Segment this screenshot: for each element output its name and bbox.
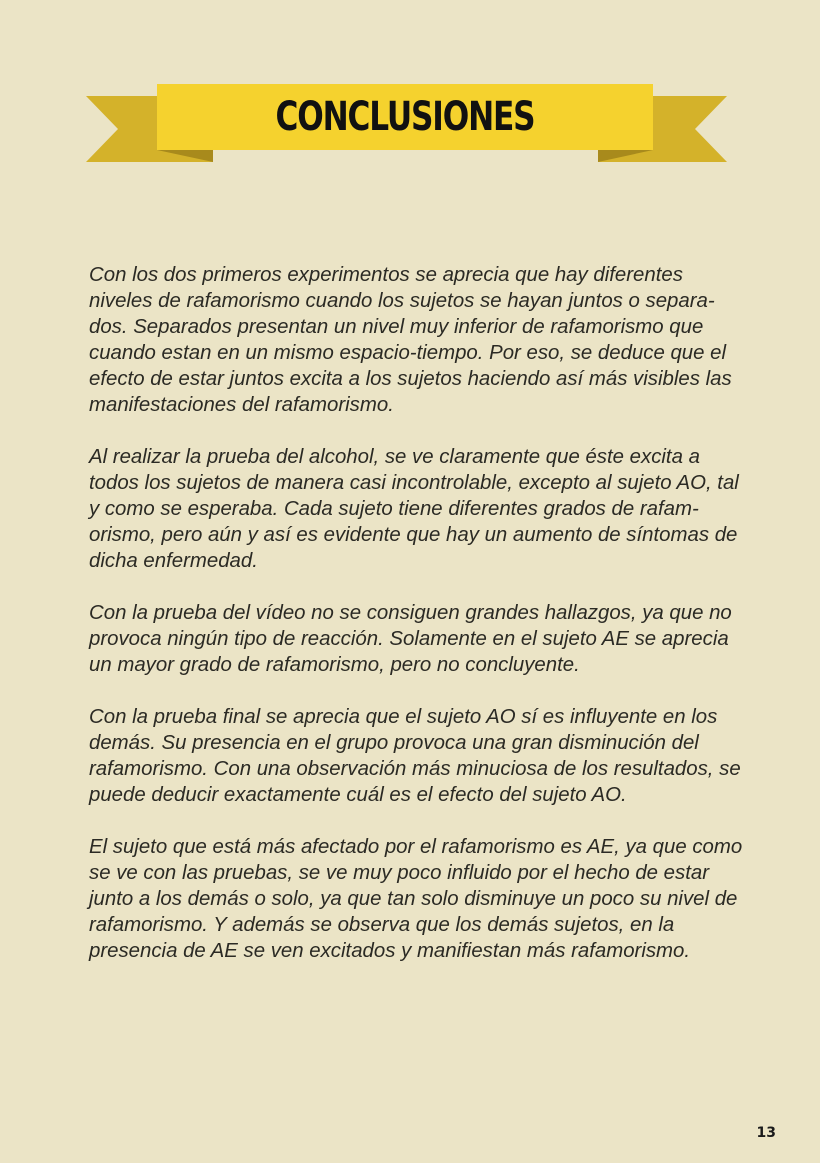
page-number: 13 [756, 1125, 776, 1141]
paragraph-2: Al realizar la prueba del alcohol, se ve claramente que éste excita a todos los sujetos de manera casi incontrolable, excepto al sujeto AO, tal y como se esperaba. Cada sujeto tiene diferentes grados de rafam-orismo, pero aún y así es evidente que hay un aumento de síntomas de dicha enfermedad. [89, 446, 739, 572]
paragraph-5: El sujeto que está más afectado por el rafamorismo es AE, ya que como se ve con las pruebas, se ve muy poco influido por el hecho de estar junto a los demás o solo, ya que tan solo disminuye un poco su nivel de rafamorismo. Y además se observa que los demás sujetos, en la presencia de AE se ven excitados y manifiestan más rafamorismo. [89, 836, 743, 962]
paragraph-4: Con la prueba final se aprecia que el sujeto AO sí es influyente en los demás. Su presencia en el grupo provoca una gran disminución del rafamorismo. Con una observación más minuciosa de los resultados, se puede deducir exactamente cuál es el efecto del sujeto AO. [89, 706, 741, 806]
title-ribbon-banner [0, 0, 820, 180]
page-title: CONCLUSIONES [275, 94, 535, 140]
paragraph-3: Con la prueba del vídeo no se consiguen grandes hallazgos, ya que no provoca ningún tipo de reacción. Solamente en el sujeto AE se aprecia un mayor grado de rafamorismo, pero no concluyente. [89, 602, 732, 676]
paragraph-1: Con los dos primeros experimentos se aprecia que hay diferentes niveles de rafamorismo cuando los sujetos se hayan juntos o separa-dos. Separados presentan un nivel muy inferior de rafamorismo que cuando estan en un mismo espacio-tiempo. Por eso, se deduce que el efecto de estar juntos excita a los sujetos haciendo así más visibles las manifestaciones del rafamorismo. [89, 264, 732, 416]
conclusions-body [89, 262, 749, 990]
